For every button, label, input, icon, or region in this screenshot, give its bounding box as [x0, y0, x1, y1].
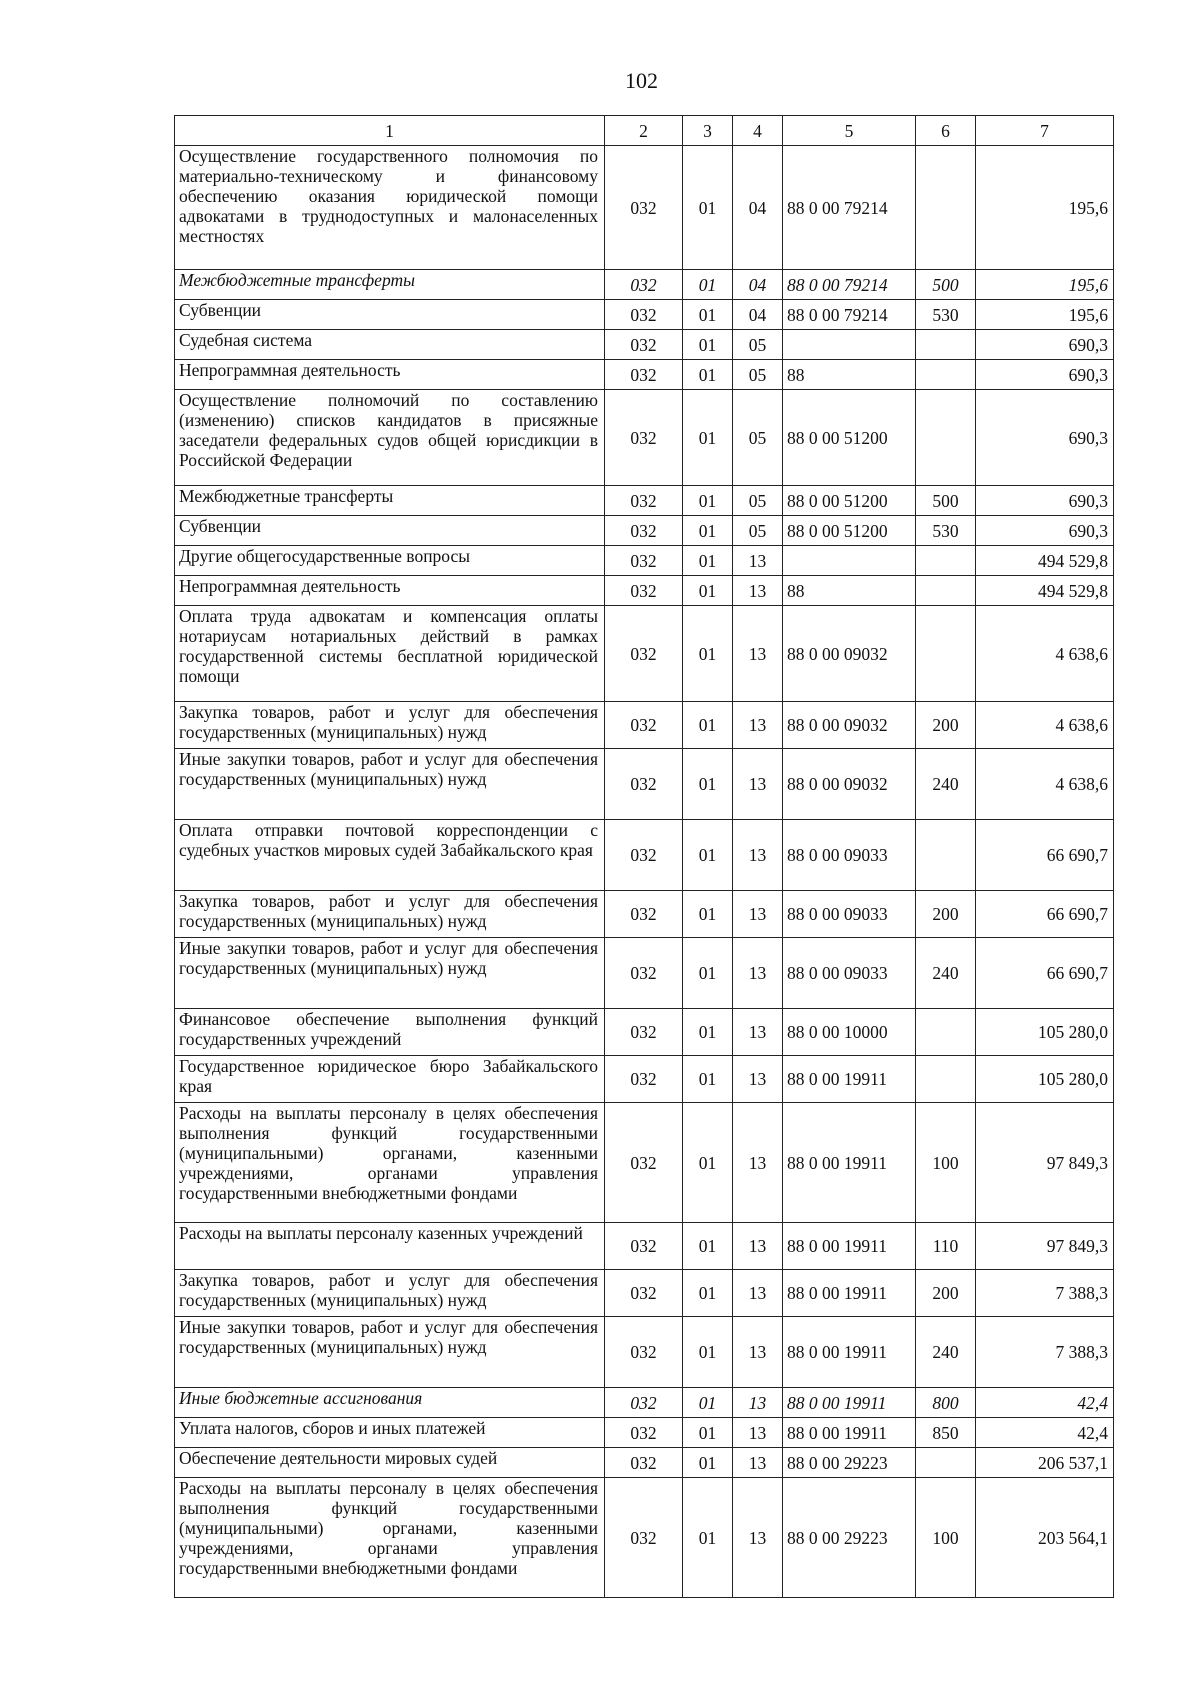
target-article-code-cell: 88 0 00 79214 [783, 300, 916, 330]
table-row [175, 1056, 1114, 1103]
subsection-code-cell: 13 [733, 1270, 783, 1317]
table-row [175, 702, 1114, 749]
section-code-cell: 01 [683, 1388, 733, 1418]
ministry-code-cell: 032 [605, 1270, 683, 1317]
table-row [175, 1270, 1114, 1317]
table-row [175, 1317, 1114, 1388]
item-name-cell: Закупка товаров, работ и услуг для обеспечения государственных (муниципальных) нужд [175, 891, 605, 938]
target-article-code-cell: 88 0 00 19911 [783, 1418, 916, 1448]
target-article-code-cell: 88 [783, 576, 916, 606]
ministry-code-cell: 032 [605, 1478, 683, 1598]
subsection-code-cell: 13 [733, 820, 783, 891]
table-row [175, 1418, 1114, 1448]
ministry-code-cell: 032 [605, 516, 683, 546]
header-cell: 1 [175, 116, 605, 146]
item-name-cell: Расходы на выплаты персоналу в целях обеспечения выполнения функций государственными (муниципальными) органами, казенными учреждениями, органами управления государственными внебюджетными фондами [175, 1478, 605, 1598]
amount-cell: 4 638,6 [976, 749, 1114, 820]
item-name-cell: Судебная система [175, 330, 605, 360]
header-cell: 3 [683, 116, 733, 146]
ministry-code-cell: 032 [605, 146, 683, 270]
table-row [175, 1223, 1114, 1270]
item-name-cell: Закупка товаров, работ и услуг для обеспечения государственных (муниципальных) нужд [175, 702, 605, 749]
target-article-code-cell: 88 0 00 79214 [783, 146, 916, 270]
item-name-cell: Субвенции [175, 516, 605, 546]
section-code-cell: 01 [683, 330, 733, 360]
subsection-code-cell: 05 [733, 330, 783, 360]
target-article-code-cell [783, 546, 916, 576]
table-row [175, 486, 1114, 516]
amount-cell: 97 849,3 [976, 1103, 1114, 1223]
subsection-code-cell: 13 [733, 1317, 783, 1388]
table-row [175, 749, 1114, 820]
item-name-cell: Другие общегосударственные вопросы [175, 546, 605, 576]
ministry-code-cell: 032 [605, 1448, 683, 1478]
table-row [175, 270, 1114, 300]
expense-type-code-cell [916, 606, 976, 702]
ministry-code-cell: 032 [605, 1056, 683, 1103]
expense-type-code-cell: 500 [916, 486, 976, 516]
item-name-cell: Расходы на выплаты персоналу казенных учреждений [175, 1223, 605, 1270]
target-article-code-cell: 88 0 00 19911 [783, 1270, 916, 1317]
section-code-cell: 01 [683, 820, 733, 891]
section-code-cell: 01 [683, 270, 733, 300]
item-name-cell: Обеспечение деятельности мировых судей [175, 1448, 605, 1478]
subsection-code-cell: 13 [733, 1388, 783, 1418]
subsection-code-cell: 13 [733, 546, 783, 576]
item-name-cell: Непрограммная деятельность [175, 360, 605, 390]
expense-type-code-cell [916, 146, 976, 270]
ministry-code-cell: 032 [605, 486, 683, 516]
item-name-cell: Осуществление государственного полномочия по материально-техническому и финансовому обеспечению оказания юридической помощи адвокатами в труднодоступных и малонаселенных местностях [175, 146, 605, 270]
subsection-code-cell: 04 [733, 146, 783, 270]
item-name-cell: Финансовое обеспечение выполнения функций государственных учреждений [175, 1009, 605, 1056]
expense-type-code-cell: 240 [916, 1317, 976, 1388]
section-code-cell: 01 [683, 390, 733, 486]
expense-type-code-cell: 200 [916, 1270, 976, 1317]
item-name-cell: Оплата отправки почтовой корреспонденции с судебных участков мировых судей Забайкальского края [175, 820, 605, 891]
subsection-code-cell: 05 [733, 516, 783, 546]
table-row [175, 1388, 1114, 1418]
target-article-code-cell: 88 0 00 29223 [783, 1478, 916, 1598]
expense-type-code-cell [916, 330, 976, 360]
section-code-cell: 01 [683, 516, 733, 546]
section-code-cell: 01 [683, 546, 733, 576]
ministry-code-cell: 032 [605, 330, 683, 360]
expense-type-code-cell [916, 390, 976, 486]
budget-table [174, 115, 1114, 1598]
ministry-code-cell: 032 [605, 300, 683, 330]
section-code-cell: 01 [683, 1009, 733, 1056]
item-name-cell: Уплата налогов, сборов и иных платежей [175, 1418, 605, 1448]
section-code-cell: 01 [683, 606, 733, 702]
subsection-code-cell: 04 [733, 270, 783, 300]
item-name-cell: Иные закупки товаров, работ и услуг для обеспечения государственных (муниципальных) нужд [175, 1317, 605, 1388]
amount-cell: 195,6 [976, 146, 1114, 270]
subsection-code-cell: 13 [733, 1009, 783, 1056]
section-code-cell: 01 [683, 749, 733, 820]
expense-type-code-cell [916, 546, 976, 576]
ministry-code-cell: 032 [605, 390, 683, 486]
subsection-code-cell: 05 [733, 390, 783, 486]
subsection-code-cell: 05 [733, 360, 783, 390]
expense-type-code-cell: 800 [916, 1388, 976, 1418]
amount-cell: 42,4 [976, 1418, 1114, 1448]
section-code-cell: 01 [683, 702, 733, 749]
expense-type-code-cell [916, 576, 976, 606]
amount-cell: 690,3 [976, 516, 1114, 546]
expense-type-code-cell [916, 360, 976, 390]
ministry-code-cell: 032 [605, 938, 683, 1009]
item-name-cell: Межбюджетные трансферты [175, 270, 605, 300]
ministry-code-cell: 032 [605, 1103, 683, 1223]
table-row [175, 360, 1114, 390]
page-number: 102 [625, 68, 658, 93]
table-row [175, 576, 1114, 606]
expense-type-code-cell: 100 [916, 1103, 976, 1223]
subsection-code-cell: 13 [733, 1418, 783, 1448]
target-article-code-cell: 88 0 00 19911 [783, 1103, 916, 1223]
target-article-code-cell: 88 0 00 09032 [783, 702, 916, 749]
section-code-cell: 01 [683, 1270, 733, 1317]
amount-cell: 4 638,6 [976, 702, 1114, 749]
expense-type-code-cell: 530 [916, 300, 976, 330]
amount-cell: 66 690,7 [976, 891, 1114, 938]
table-row [175, 300, 1114, 330]
target-article-code-cell: 88 0 00 09033 [783, 820, 916, 891]
ministry-code-cell: 032 [605, 546, 683, 576]
header-cell: 5 [783, 116, 916, 146]
ministry-code-cell: 032 [605, 891, 683, 938]
ministry-code-cell: 032 [605, 702, 683, 749]
target-article-code-cell: 88 0 00 10000 [783, 1009, 916, 1056]
subsection-code-cell: 13 [733, 938, 783, 1009]
amount-cell: 494 529,8 [976, 546, 1114, 576]
section-code-cell: 01 [683, 300, 733, 330]
ministry-code-cell: 032 [605, 360, 683, 390]
section-code-cell: 01 [683, 486, 733, 516]
section-code-cell: 01 [683, 1223, 733, 1270]
item-name-cell: Иные бюджетные ассигнования [175, 1388, 605, 1418]
amount-cell: 66 690,7 [976, 820, 1114, 891]
target-article-code-cell: 88 0 00 09033 [783, 891, 916, 938]
table-row [175, 516, 1114, 546]
expense-type-code-cell: 530 [916, 516, 976, 546]
amount-cell: 7 388,3 [976, 1270, 1114, 1317]
amount-cell: 690,3 [976, 360, 1114, 390]
ministry-code-cell: 032 [605, 1009, 683, 1056]
item-name-cell: Межбюджетные трансферты [175, 486, 605, 516]
item-name-cell: Иные закупки товаров, работ и услуг для обеспечения государственных (муниципальных) нужд [175, 749, 605, 820]
section-code-cell: 01 [683, 1418, 733, 1448]
item-name-cell: Закупка товаров, работ и услуг для обеспечения государственных (муниципальных) нужд [175, 1270, 605, 1317]
section-code-cell: 01 [683, 938, 733, 1009]
table-row [175, 1478, 1114, 1598]
target-article-code-cell: 88 0 00 29223 [783, 1448, 916, 1478]
amount-cell: 66 690,7 [976, 938, 1114, 1009]
subsection-code-cell: 13 [733, 606, 783, 702]
amount-cell: 97 849,3 [976, 1223, 1114, 1270]
target-article-code-cell: 88 [783, 360, 916, 390]
ministry-code-cell: 032 [605, 270, 683, 300]
expense-type-code-cell [916, 1448, 976, 1478]
amount-cell: 494 529,8 [976, 576, 1114, 606]
subsection-code-cell: 13 [733, 1223, 783, 1270]
section-code-cell: 01 [683, 360, 733, 390]
item-name-cell: Государственное юридическое бюро Забайкальского края [175, 1056, 605, 1103]
header-row [175, 116, 1114, 146]
header-cell: 6 [916, 116, 976, 146]
subsection-code-cell: 13 [733, 576, 783, 606]
expense-type-code-cell: 200 [916, 702, 976, 749]
expense-type-code-cell [916, 1056, 976, 1103]
expense-type-code-cell: 850 [916, 1418, 976, 1448]
expense-type-code-cell: 500 [916, 270, 976, 300]
target-article-code-cell: 88 0 00 51200 [783, 486, 916, 516]
target-article-code-cell: 88 0 00 19911 [783, 1056, 916, 1103]
subsection-code-cell: 13 [733, 749, 783, 820]
ministry-code-cell: 032 [605, 606, 683, 702]
section-code-cell: 01 [683, 1448, 733, 1478]
subsection-code-cell: 13 [733, 1448, 783, 1478]
subsection-code-cell: 05 [733, 486, 783, 516]
ministry-code-cell: 032 [605, 1418, 683, 1448]
amount-cell: 105 280,0 [976, 1056, 1114, 1103]
table-row [175, 891, 1114, 938]
amount-cell: 4 638,6 [976, 606, 1114, 702]
amount-cell: 206 537,1 [976, 1448, 1114, 1478]
item-name-cell: Осуществление полномочий по составлению (изменению) списков кандидатов в присяжные заседатели федеральных судов общей юрисдикции в Российской Федерации [175, 390, 605, 486]
target-article-code-cell [783, 330, 916, 360]
ministry-code-cell: 032 [605, 820, 683, 891]
amount-cell: 690,3 [976, 486, 1114, 516]
amount-cell: 195,6 [976, 270, 1114, 300]
subsection-code-cell: 04 [733, 300, 783, 330]
table-row [175, 1009, 1114, 1056]
section-code-cell: 01 [683, 1056, 733, 1103]
item-name-cell: Непрограммная деятельность [175, 576, 605, 606]
target-article-code-cell: 88 0 00 09033 [783, 938, 916, 1009]
target-article-code-cell: 88 0 00 79214 [783, 270, 916, 300]
table-row [175, 1448, 1114, 1478]
target-article-code-cell: 88 0 00 51200 [783, 516, 916, 546]
table-body [175, 146, 1114, 1598]
expense-type-code-cell: 240 [916, 938, 976, 1009]
ministry-code-cell: 032 [605, 1317, 683, 1388]
subsection-code-cell: 13 [733, 1056, 783, 1103]
item-name-cell: Иные закупки товаров, работ и услуг для обеспечения государственных (муниципальных) нужд [175, 938, 605, 1009]
expense-type-code-cell: 110 [916, 1223, 976, 1270]
amount-cell: 690,3 [976, 390, 1114, 486]
table-row [175, 390, 1114, 486]
table-row [175, 938, 1114, 1009]
expense-type-code-cell: 200 [916, 891, 976, 938]
subsection-code-cell: 13 [733, 1103, 783, 1223]
subsection-code-cell: 13 [733, 1478, 783, 1598]
section-code-cell: 01 [683, 1103, 733, 1223]
expense-type-code-cell [916, 1009, 976, 1056]
item-name-cell: Расходы на выплаты персоналу в целях обеспечения выполнения функций государственными (муниципальными) органами, казенными учреждениями, органами управления государственными внебюджетными фондами [175, 1103, 605, 1223]
target-article-code-cell: 88 0 00 19911 [783, 1223, 916, 1270]
item-name-cell: Субвенции [175, 300, 605, 330]
ministry-code-cell: 032 [605, 749, 683, 820]
section-code-cell: 01 [683, 1478, 733, 1598]
amount-cell: 42,4 [976, 1388, 1114, 1418]
header-cell: 4 [733, 116, 783, 146]
amount-cell: 105 280,0 [976, 1009, 1114, 1056]
target-article-code-cell: 88 0 00 19911 [783, 1388, 916, 1418]
expense-type-code-cell: 100 [916, 1478, 976, 1598]
ministry-code-cell: 032 [605, 1223, 683, 1270]
section-code-cell: 01 [683, 891, 733, 938]
section-code-cell: 01 [683, 576, 733, 606]
amount-cell: 195,6 [976, 300, 1114, 330]
ministry-code-cell: 032 [605, 1388, 683, 1418]
subsection-code-cell: 13 [733, 891, 783, 938]
table-row [175, 330, 1114, 360]
item-name-cell: Оплата труда адвокатам и компенсация оплаты нотариусам нотариальных действий в рамках государственной системы бесплатной юридической помощи [175, 606, 605, 702]
table-row [175, 606, 1114, 702]
target-article-code-cell: 88 0 00 51200 [783, 390, 916, 486]
subsection-code-cell: 13 [733, 702, 783, 749]
ministry-code-cell: 032 [605, 576, 683, 606]
expense-type-code-cell: 240 [916, 749, 976, 820]
table-row [175, 546, 1114, 576]
section-code-cell: 01 [683, 146, 733, 270]
amount-cell: 7 388,3 [976, 1317, 1114, 1388]
target-article-code-cell: 88 0 00 09032 [783, 749, 916, 820]
amount-cell: 690,3 [976, 330, 1114, 360]
table-row [175, 146, 1114, 270]
header-cell: 2 [605, 116, 683, 146]
section-code-cell: 01 [683, 1317, 733, 1388]
table-row [175, 820, 1114, 891]
header-cell: 7 [976, 116, 1114, 146]
target-article-code-cell: 88 0 00 09032 [783, 606, 916, 702]
amount-cell: 203 564,1 [976, 1478, 1114, 1598]
expense-type-code-cell [916, 820, 976, 891]
table-row [175, 1103, 1114, 1223]
target-article-code-cell: 88 0 00 19911 [783, 1317, 916, 1388]
